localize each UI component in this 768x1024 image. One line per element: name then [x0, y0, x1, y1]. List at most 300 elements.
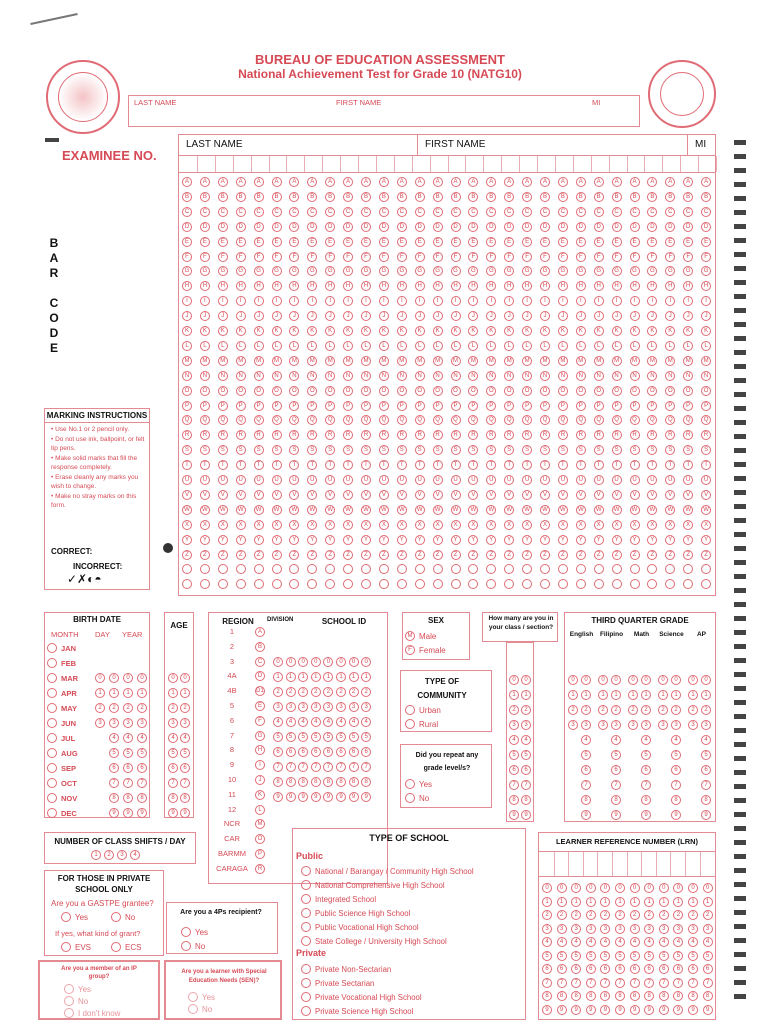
name-bubble[interactable]: B [468, 192, 478, 202]
name-bubble[interactable]: M [451, 356, 461, 366]
name-bubble[interactable]: E [218, 237, 228, 247]
name-bubble[interactable]: K [361, 326, 371, 336]
name-bubble[interactable]: H [630, 281, 640, 291]
name-bubble[interactable]: N [630, 371, 640, 381]
name-bubble[interactable]: W [451, 505, 461, 515]
name-bubble[interactable]: C [522, 207, 532, 217]
name-bubble[interactable]: B [630, 192, 640, 202]
name-bubble[interactable]: A [468, 177, 478, 187]
name-bubble[interactable]: V [361, 490, 371, 500]
name-bubble[interactable]: L [200, 341, 210, 351]
name-bubble[interactable]: H [468, 281, 478, 291]
name-bubble[interactable]: G [665, 266, 675, 276]
name-bubble[interactable]: L [325, 341, 335, 351]
grade-bubble[interactable]: 9 [671, 810, 681, 820]
year-bubble[interactable]: 5 [123, 748, 133, 758]
name-bubble[interactable]: D [486, 222, 496, 232]
lrn-bubble[interactable]: 9 [703, 1005, 713, 1015]
sex-female-option[interactable] [405, 643, 446, 657]
grade-bubble[interactable]: 4 [581, 735, 591, 745]
school-type-bubble[interactable] [301, 880, 311, 890]
name-bubble[interactable]: C [182, 207, 192, 217]
name-bubble[interactable]: K [630, 326, 640, 336]
name-bubble[interactable]: U [289, 475, 299, 485]
name-bubble[interactable]: Z [200, 550, 210, 560]
name-bubble[interactable]: G [254, 266, 264, 276]
name-bubble[interactable]: N [504, 371, 514, 381]
name-bubble[interactable]: U [254, 475, 264, 485]
lrn-bubble[interactable]: 6 [688, 964, 698, 974]
name-bubble[interactable]: M [540, 356, 550, 366]
school-id-bubble[interactable]: 1 [336, 672, 346, 682]
year-bubble[interactable]: 3 [123, 718, 133, 728]
name-bubble[interactable]: L [218, 341, 228, 351]
school-id-bubble[interactable]: 9 [273, 792, 283, 802]
lrn-bubble[interactable]: 7 [542, 978, 552, 988]
lrn-bubble[interactable]: 0 [688, 883, 698, 893]
name-bubble[interactable]: M [218, 356, 228, 366]
name-bubble[interactable]: U [683, 475, 693, 485]
grade-bubble[interactable]: 2 [628, 705, 638, 715]
school-type-bubble[interactable] [301, 908, 311, 918]
grade-bubble[interactable]: 1 [611, 690, 621, 700]
age-bubble[interactable]: 4 [180, 733, 190, 743]
name-bubble[interactable]: W [683, 505, 693, 515]
name-bubble[interactable]: I [415, 296, 425, 306]
name-bubble[interactable]: Y [522, 535, 532, 545]
name-bubble[interactable]: N [647, 371, 657, 381]
name-bubble[interactable]: W [379, 505, 389, 515]
name-bubble[interactable]: U [522, 475, 532, 485]
name-bubble[interactable]: H [576, 281, 586, 291]
name-bubble[interactable]: A [289, 177, 299, 187]
write-cell[interactable] [537, 156, 538, 172]
name-bubble[interactable]: H [558, 281, 568, 291]
year-bubble[interactable]: 6 [137, 763, 147, 773]
class-size-bubble[interactable]: 4 [509, 735, 519, 745]
name-bubble[interactable]: D [540, 222, 550, 232]
name-bubble[interactable]: Z [504, 550, 514, 560]
name-bubble[interactable] [397, 579, 407, 589]
name-bubble[interactable]: V [594, 490, 604, 500]
name-bubble[interactable]: B [182, 192, 192, 202]
evs-option[interactable] [61, 940, 91, 954]
name-bubble[interactable]: K [612, 326, 622, 336]
urban-bubble[interactable] [405, 705, 415, 715]
school-id-bubble[interactable]: 8 [286, 777, 296, 787]
name-bubble[interactable] [576, 579, 586, 589]
name-bubble[interactable]: V [236, 490, 246, 500]
gastpe-no-option[interactable] [111, 910, 135, 924]
name-bubble[interactable]: K [594, 326, 604, 336]
name-bubble[interactable]: J [683, 311, 693, 321]
name-bubble[interactable]: I [272, 296, 282, 306]
write-cell[interactable] [394, 156, 395, 172]
name-bubble[interactable]: A [486, 177, 496, 187]
name-bubble[interactable]: Y [612, 535, 622, 545]
name-bubble[interactable]: F [325, 252, 335, 262]
name-bubble[interactable] [433, 564, 443, 574]
name-bubble[interactable]: C [236, 207, 246, 217]
name-bubble[interactable] [236, 579, 246, 589]
name-bubble[interactable]: G [468, 266, 478, 276]
name-bubble[interactable]: J [397, 311, 407, 321]
lrn-bubble[interactable]: 7 [630, 978, 640, 988]
grade-bubble[interactable]: 0 [688, 675, 698, 685]
name-bubble[interactable]: S [701, 445, 711, 455]
name-bubble[interactable]: L [647, 341, 657, 351]
name-bubble[interactable]: O [665, 386, 675, 396]
name-bubble[interactable]: D [433, 222, 443, 232]
name-bubble[interactable]: Q [522, 415, 532, 425]
school-id-bubble[interactable]: 2 [298, 687, 308, 697]
name-bubble[interactable]: T [236, 460, 246, 470]
name-bubble[interactable]: B [254, 192, 264, 202]
name-bubble[interactable]: M [182, 356, 192, 366]
name-bubble[interactable]: B [540, 192, 550, 202]
name-bubble[interactable]: Z [361, 550, 371, 560]
name-bubble[interactable]: T [665, 460, 675, 470]
name-bubble[interactable]: J [558, 311, 568, 321]
age-bubble[interactable]: 5 [168, 748, 178, 758]
name-bubble[interactable]: X [307, 520, 317, 530]
month-option[interactable] [47, 776, 77, 790]
grade-bubble[interactable]: 1 [641, 690, 651, 700]
name-bubble[interactable]: N [343, 371, 353, 381]
name-bubble[interactable]: P [540, 401, 550, 411]
name-bubble[interactable]: P [630, 401, 640, 411]
name-bubble[interactable]: W [594, 505, 604, 515]
name-bubble[interactable]: K [343, 326, 353, 336]
month-option[interactable] [47, 641, 76, 655]
name-bubble[interactable]: T [630, 460, 640, 470]
school-id-bubble[interactable]: 6 [273, 747, 283, 757]
name-bubble[interactable]: V [307, 490, 317, 500]
age-bubble[interactable]: 5 [180, 748, 190, 758]
name-bubble[interactable]: O [343, 386, 353, 396]
name-bubble[interactable]: C [325, 207, 335, 217]
name-bubble[interactable]: X [683, 520, 693, 530]
year-bubble[interactable]: 1 [123, 688, 133, 698]
name-bubble[interactable]: A [433, 177, 443, 187]
write-cell[interactable] [286, 156, 287, 172]
name-bubble[interactable]: L [612, 341, 622, 351]
day-bubble[interactable]: 3 [109, 718, 119, 728]
name-bubble[interactable]: U [630, 475, 640, 485]
school-id-bubble[interactable]: 0 [336, 657, 346, 667]
name-bubble[interactable]: O [433, 386, 443, 396]
lrn-bubble[interactable]: 7 [571, 978, 581, 988]
name-bubble[interactable]: N [701, 371, 711, 381]
name-bubble[interactable]: G [361, 266, 371, 276]
lrn-bubble[interactable]: 6 [630, 964, 640, 974]
name-bubble[interactable]: L [701, 341, 711, 351]
school-id-bubble[interactable]: 7 [349, 762, 359, 772]
age-bubble[interactable]: 7 [180, 778, 190, 788]
name-bubble[interactable]: K [558, 326, 568, 336]
name-bubble[interactable]: U [236, 475, 246, 485]
name-bubble[interactable]: G [504, 266, 514, 276]
name-bubble[interactable]: I [504, 296, 514, 306]
name-bubble[interactable] [361, 579, 371, 589]
school-id-bubble[interactable]: 9 [286, 792, 296, 802]
name-bubble[interactable]: S [612, 445, 622, 455]
lrn-write-cell[interactable] [656, 852, 657, 876]
name-bubble[interactable]: F [451, 252, 461, 262]
lrn-bubble[interactable]: 8 [688, 991, 698, 1001]
month-bubble[interactable] [47, 778, 57, 788]
lrn-bubble[interactable]: 8 [703, 991, 713, 1001]
grade-bubble[interactable]: 0 [581, 675, 591, 685]
name-bubble[interactable]: P [701, 401, 711, 411]
name-bubble[interactable]: X [665, 520, 675, 530]
lrn-bubble[interactable]: 4 [644, 937, 654, 947]
school-id-bubble[interactable]: 1 [323, 672, 333, 682]
year-bubble[interactable]: 7 [137, 778, 147, 788]
lrn-bubble[interactable]: 1 [557, 897, 567, 907]
sen-yes-bubble[interactable] [188, 992, 198, 1002]
name-bubble[interactable]: Z [594, 550, 604, 560]
lrn-bubble[interactable]: 9 [659, 1005, 669, 1015]
name-bubble[interactable]: N [236, 371, 246, 381]
name-bubble[interactable]: H [182, 281, 192, 291]
month-option[interactable] [47, 716, 76, 730]
name-bubble[interactable]: S [647, 445, 657, 455]
name-bubble[interactable]: R [540, 430, 550, 440]
name-bubble[interactable]: O [451, 386, 461, 396]
school-type-bubble[interactable] [301, 978, 311, 988]
rural-bubble[interactable] [405, 719, 415, 729]
name-bubble[interactable]: Y [701, 535, 711, 545]
class-size-bubble[interactable]: 9 [521, 810, 531, 820]
region-bubble[interactable]: H [255, 745, 265, 755]
name-bubble[interactable] [630, 579, 640, 589]
name-bubble[interactable]: E [361, 237, 371, 247]
name-bubble[interactable]: E [558, 237, 568, 247]
write-cell[interactable] [627, 156, 628, 172]
name-bubble[interactable]: G [612, 266, 622, 276]
name-bubble[interactable]: A [254, 177, 264, 187]
name-bubble[interactable]: T [701, 460, 711, 470]
name-bubble[interactable] [558, 564, 568, 574]
name-bubble[interactable]: Y [486, 535, 496, 545]
school-id-bubble[interactable]: 2 [361, 687, 371, 697]
name-bubble[interactable]: R [558, 430, 568, 440]
grade-bubble[interactable]: 4 [671, 735, 681, 745]
name-bubble[interactable]: L [486, 341, 496, 351]
name-bubble[interactable]: F [558, 252, 568, 262]
name-bubble[interactable]: P [576, 401, 586, 411]
name-bubble[interactable]: B [594, 192, 604, 202]
name-bubble[interactable]: O [504, 386, 514, 396]
name-bubble[interactable]: Q [343, 415, 353, 425]
grade-bubble[interactable]: 8 [611, 795, 621, 805]
school-id-bubble[interactable]: 9 [361, 792, 371, 802]
name-bubble[interactable]: H [594, 281, 604, 291]
name-bubble[interactable] [504, 564, 514, 574]
name-bubble[interactable]: K [325, 326, 335, 336]
name-bubble[interactable]: H [612, 281, 622, 291]
name-bubble[interactable]: T [683, 460, 693, 470]
name-bubble[interactable]: J [272, 311, 282, 321]
shift-bubble[interactable]: 4 [130, 850, 140, 860]
name-bubble[interactable]: M [343, 356, 353, 366]
name-bubble[interactable]: W [576, 505, 586, 515]
name-bubble[interactable]: Y [307, 535, 317, 545]
name-bubble[interactable]: I [683, 296, 693, 306]
name-bubble[interactable]: G [701, 266, 711, 276]
name-bubble[interactable]: C [504, 207, 514, 217]
name-bubble[interactable]: G [307, 266, 317, 276]
name-bubble[interactable]: W [701, 505, 711, 515]
name-bubble[interactable]: A [630, 177, 640, 187]
region-bubble[interactable]: F [255, 716, 265, 726]
repeat-yes-option[interactable] [405, 777, 432, 791]
school-id-bubble[interactable]: 7 [286, 762, 296, 772]
name-bubble[interactable]: Z [379, 550, 389, 560]
name-bubble[interactable]: R [486, 430, 496, 440]
name-bubble[interactable]: V [272, 490, 282, 500]
name-bubble[interactable]: R [289, 430, 299, 440]
name-bubble[interactable]: X [612, 520, 622, 530]
lrn-bubble[interactable]: 9 [557, 1005, 567, 1015]
name-bubble[interactable]: G [540, 266, 550, 276]
name-bubble[interactable]: D [379, 222, 389, 232]
day-bubble[interactable]: 5 [109, 748, 119, 758]
grade-bubble[interactable]: 1 [568, 690, 578, 700]
name-bubble[interactable]: V [486, 490, 496, 500]
school-id-bubble[interactable]: 4 [349, 717, 359, 727]
name-bubble[interactable]: A [540, 177, 550, 187]
name-bubble[interactable]: R [415, 430, 425, 440]
ip-dontknow-bubble[interactable] [64, 1008, 74, 1018]
school-id-bubble[interactable]: 3 [311, 702, 321, 712]
school-id-bubble[interactable]: 9 [298, 792, 308, 802]
name-bubble[interactable]: L [522, 341, 532, 351]
fourps-yes-option[interactable] [181, 925, 208, 939]
name-bubble[interactable]: M [647, 356, 657, 366]
lrn-bubble[interactable]: 2 [673, 910, 683, 920]
school-id-bubble[interactable]: 3 [273, 702, 283, 712]
grade-bubble[interactable]: 5 [611, 750, 621, 760]
write-cell[interactable] [340, 156, 341, 172]
lrn-bubble[interactable]: 6 [557, 964, 567, 974]
name-bubble[interactable]: D [683, 222, 693, 232]
name-bubble[interactable]: H [665, 281, 675, 291]
name-bubble[interactable]: D [451, 222, 461, 232]
school-id-bubble[interactable]: 3 [349, 702, 359, 712]
lrn-bubble[interactable]: 2 [557, 910, 567, 920]
day-bubble[interactable]: 8 [109, 793, 119, 803]
name-bubble[interactable]: S [182, 445, 192, 455]
name-bubble[interactable]: R [397, 430, 407, 440]
school-id-bubble[interactable]: 6 [311, 747, 321, 757]
month-bubble[interactable] [47, 793, 57, 803]
name-bubble[interactable]: O [182, 386, 192, 396]
region-bubble[interactable]: D1 [256, 688, 264, 695]
name-bubble[interactable]: U [343, 475, 353, 485]
name-bubble[interactable]: B [612, 192, 622, 202]
grade-bubble[interactable]: 3 [568, 720, 578, 730]
name-bubble[interactable]: H [504, 281, 514, 291]
name-bubble[interactable]: I [486, 296, 496, 306]
school-id-bubble[interactable]: 6 [286, 747, 296, 757]
name-bubble[interactable] [647, 564, 657, 574]
name-bubble[interactable]: D [468, 222, 478, 232]
name-bubble[interactable]: C [343, 207, 353, 217]
name-bubble[interactable]: Z [701, 550, 711, 560]
name-bubble[interactable]: J [182, 311, 192, 321]
grade-bubble[interactable]: 0 [568, 675, 578, 685]
gastpe-no-bubble[interactable] [111, 912, 121, 922]
name-bubble[interactable]: F [630, 252, 640, 262]
name-bubble[interactable]: M [361, 356, 371, 366]
name-bubble[interactable]: K [200, 326, 210, 336]
name-bubble[interactable]: Q [594, 415, 604, 425]
name-bubble[interactable]: F [486, 252, 496, 262]
name-bubble[interactable]: I [379, 296, 389, 306]
age-bubble[interactable]: 7 [168, 778, 178, 788]
name-bubble[interactable]: X [397, 520, 407, 530]
grade-bubble[interactable]: 9 [611, 810, 621, 820]
name-bubble[interactable]: B [343, 192, 353, 202]
grade-bubble[interactable]: 2 [688, 705, 698, 715]
name-bubble[interactable]: X [594, 520, 604, 530]
age-bubble[interactable]: 0 [180, 673, 190, 683]
lrn-write-cell[interactable] [670, 852, 671, 876]
class-size-bubble[interactable]: 0 [509, 675, 519, 685]
name-bubble[interactable]: H [289, 281, 299, 291]
name-bubble[interactable] [540, 579, 550, 589]
sex-male-option[interactable] [405, 629, 436, 643]
month-bubble[interactable] [47, 673, 57, 683]
class-size-bubble[interactable]: 1 [509, 690, 519, 700]
name-bubble[interactable]: Q [647, 415, 657, 425]
school-id-bubble[interactable]: 7 [311, 762, 321, 772]
write-cell[interactable] [662, 156, 663, 172]
name-bubble[interactable]: P [325, 401, 335, 411]
grade-bubble[interactable]: 7 [671, 780, 681, 790]
name-bubble[interactable]: N [307, 371, 317, 381]
name-bubble[interactable]: Y [236, 535, 246, 545]
name-bubble[interactable]: G [433, 266, 443, 276]
name-bubble[interactable]: I [701, 296, 711, 306]
school-id-bubble[interactable]: 4 [361, 717, 371, 727]
school-id-bubble[interactable]: 3 [286, 702, 296, 712]
name-bubble[interactable]: F [701, 252, 711, 262]
name-bubble[interactable]: V [683, 490, 693, 500]
name-bubble[interactable]: G [486, 266, 496, 276]
name-bubble[interactable]: Z [289, 550, 299, 560]
name-bubble[interactable]: G [200, 266, 210, 276]
name-bubble[interactable]: B [451, 192, 461, 202]
school-id-bubble[interactable]: 8 [336, 777, 346, 787]
name-bubble[interactable]: P [272, 401, 282, 411]
name-bubble[interactable]: T [200, 460, 210, 470]
grade-bubble[interactable]: 8 [701, 795, 711, 805]
write-cell[interactable] [483, 156, 484, 172]
lrn-bubble[interactable]: 2 [542, 910, 552, 920]
name-bubble[interactable]: S [361, 445, 371, 455]
name-bubble[interactable]: X [218, 520, 228, 530]
name-bubble[interactable]: E [630, 237, 640, 247]
name-bubble[interactable]: Q [683, 415, 693, 425]
lrn-bubble[interactable]: 7 [673, 978, 683, 988]
year-bubble[interactable]: 8 [137, 793, 147, 803]
name-bubble[interactable]: G [218, 266, 228, 276]
write-cell[interactable] [269, 156, 270, 172]
name-bubble[interactable]: M [415, 356, 425, 366]
